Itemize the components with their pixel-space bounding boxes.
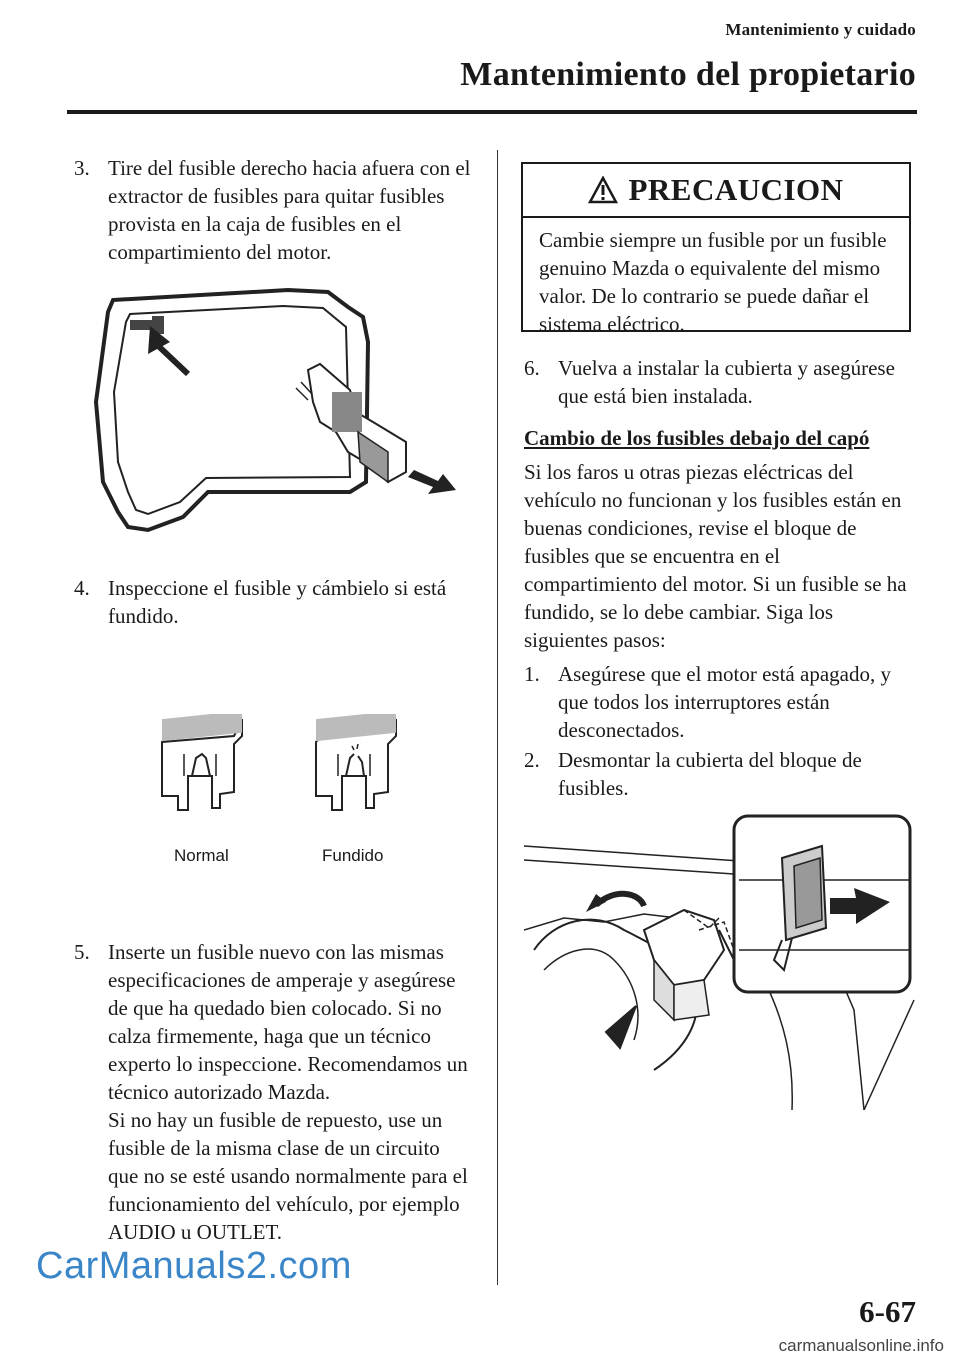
step-text: Vuelva a instalar la cubierta y asegúrese que está bien instalada. (558, 356, 895, 408)
page-title: Mantenimiento del propietario (460, 56, 916, 93)
step-text: Inserte un fusible nuevo con las mismas especificaciones de amperaje y asegúrese de que ha quedado bien colocado. Si no calza firmemente, haga que un técnico experto lo inspeccione. Recomendamos un técnico autorizado Mazda. Si no hay un fusible de repuesto, use un fusible de la misma clase de un circuito que no se esté usando normalmente para el funcionamiento del vehículo, por ejemplo AUDIO u OUTLET. (108, 940, 468, 1244)
step-number: 6. (524, 356, 540, 380)
step-number: 5. (74, 940, 90, 964)
fuse-blown-caption: Fundido (322, 846, 384, 865)
subsection-intro: Si los faros u otras piezas eléctricas del vehículo no funcionan y los fusibles están en buenas condiciones, revise el bloque de fusibles que se encuentra en el compartimiento del motor. Si un fusible se ha fundido, se lo debe cambiar. Siga los siguientes pasos: (524, 460, 907, 652)
step-number: 4. (74, 576, 90, 600)
fuse-normal-illustration (154, 714, 248, 814)
fuse-blown-illustration (308, 714, 402, 814)
warning-icon (588, 176, 618, 204)
step-text: Inspeccione el fusible y cámbielo si está fundido. (108, 576, 447, 628)
engine-compartment-illustration (524, 810, 916, 1110)
step-5 (74, 938, 474, 1246)
step-2 (524, 746, 914, 802)
fuse-normal-caption: Normal (174, 846, 229, 865)
caution-text: Cambie siempre un fusible por un fusible genuino Mazda o equivalente del mismo valor. De lo contrario se puede dañar el sistema eléctrico. (539, 228, 887, 336)
step-text: Asegúrese que el motor está apagado, y que todos los interruptores están desconectados. (558, 662, 891, 742)
page-number: 6-67 (859, 1294, 916, 1329)
step-number: 3. (74, 156, 90, 180)
step-6 (524, 354, 914, 410)
step-text: Tire del fusible derecho hacia afuera con el extractor de fusibles para quitar fusibles provista en la caja de fusibles en el compartimiento del motor. (108, 156, 471, 264)
step-number: 2. (524, 748, 540, 772)
fuse-box-cover-illustration (88, 282, 468, 542)
step-1 (524, 660, 914, 744)
caution-box (521, 162, 911, 336)
caution-header (523, 164, 909, 218)
step-number: 1. (524, 662, 540, 686)
step-text: Desmontar la cubierta del bloque de fusibles. (558, 748, 862, 800)
caution-title: PRECAUCION (628, 172, 844, 207)
header-section: Mantenimiento y cuidado (725, 20, 916, 39)
header-rule (67, 110, 917, 114)
watermark-logo: CarManuals2.com (36, 1245, 352, 1287)
step-4 (74, 574, 474, 630)
column-divider (497, 150, 498, 1285)
footer-watermark: carmanualsonline.info (778, 1336, 944, 1355)
subsection-title: Cambio de los fusibles debajo del capó (524, 426, 870, 450)
step-3 (74, 154, 474, 266)
